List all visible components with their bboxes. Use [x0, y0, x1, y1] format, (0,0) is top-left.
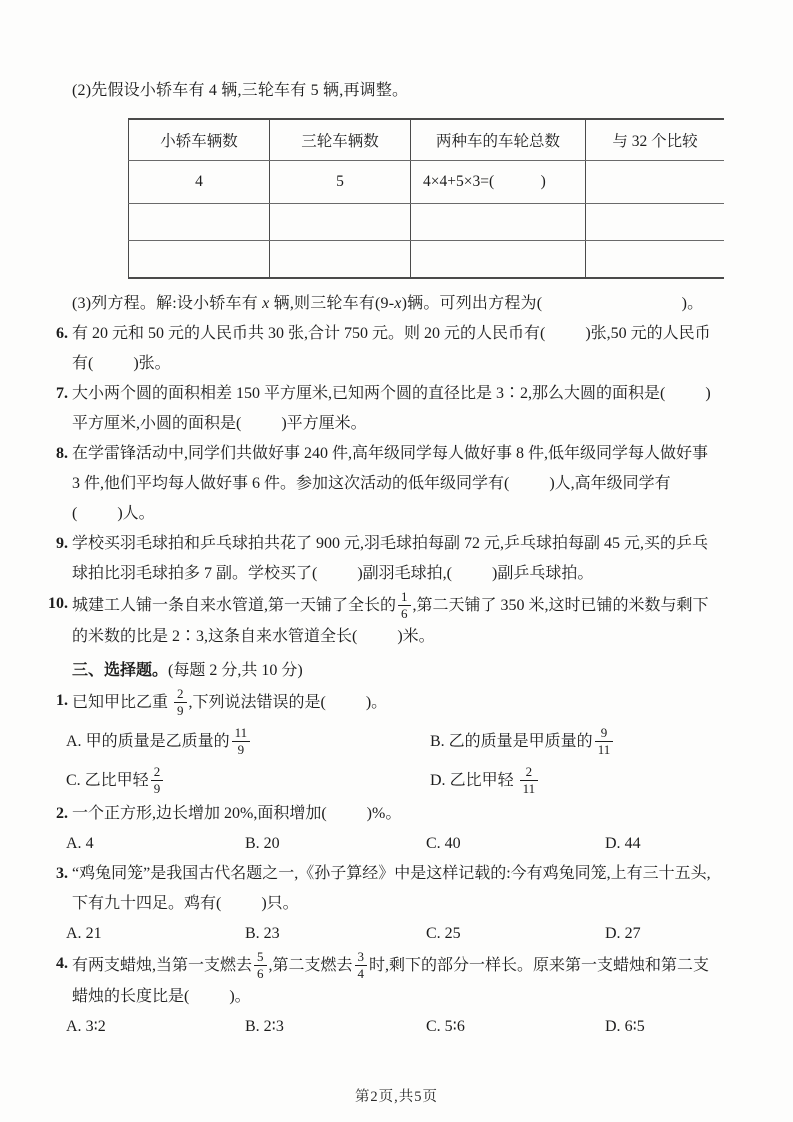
fraction: $\frac{2}{9}$ — [151, 764, 164, 797]
fraction: $\frac{5}{6}$ — [254, 949, 267, 982]
question-line: 2. 一个正方形,边长增加 20%,面积增加( )%。 — [72, 799, 767, 829]
option-label: A. — [66, 835, 82, 852]
question-number: 9. — [56, 535, 68, 552]
choice-option: B. 20 — [245, 835, 280, 852]
question-line: 蜡烛的长度比是( )。 — [72, 988, 251, 1005]
table-header-cell: 小轿车辆数 — [129, 119, 270, 161]
choice-option: D. 乙比甲轻 $\frac{2}{11}$ — [430, 764, 540, 797]
question-line: 6. 有 20 元和 50 元的人民币共 30 张,合计 750 元。则 20 元的人民币有( )张,50 元的人民币 — [72, 319, 767, 349]
question-line: 3 件,他们平均每人做好事 6 件。参加这次活动的低年级同学有( )人,高年级同学有 — [72, 475, 671, 492]
choice-option: B. 2∶3 — [245, 1018, 284, 1035]
choice-option: C. 25 — [426, 925, 461, 942]
sub-question-3: (3)列方程。解:设小轿车有 x 辆,则三轮车有(9-x)辆。可列出方程为( )。 — [72, 295, 704, 312]
option-label: B. — [245, 835, 260, 852]
choice-option: D. 44 — [605, 835, 641, 852]
options-row — [66, 764, 767, 797]
question-line: 的米数的比是 2∶3,这条自来水管道全长( )米。 — [72, 628, 435, 645]
fraction: $\frac{2}{9}$ — [174, 686, 187, 719]
table-row — [129, 204, 725, 241]
choice-question — [56, 686, 767, 797]
table-header-cell: 两种车的车轮总数 — [411, 119, 586, 161]
fill-question — [48, 589, 767, 652]
question-line: 下有九十四足。鸡有( )只。 — [72, 895, 299, 912]
question-number: 10. — [48, 595, 68, 612]
table-header-cell: 三轮车辆数 — [270, 119, 411, 161]
comparison-table-body — [129, 161, 725, 279]
table-cell — [129, 241, 270, 279]
fraction: $\frac{2}{11}$ — [520, 764, 539, 797]
fraction: $\frac{9}{11}$ — [595, 725, 614, 758]
question-line: 平方厘米,小圆的面积是( )平方厘米。 — [72, 415, 367, 432]
table-cell — [411, 241, 586, 279]
question-line: 7. 大小两个圆的面积相差 150 平方厘米,已知两个圆的直径比是 3∶2,那么大圆的面积是( ) — [72, 379, 767, 409]
fill-in-questions — [48, 319, 767, 652]
choice-option: B. 乙的质量是甲质量的 $\frac{9}{11}$ — [430, 725, 615, 758]
question-line: 球拍比羽毛球拍多 7 副。学校买了( )副羽毛球拍,( )副乒乓球拍。 — [72, 565, 594, 582]
question-number: 4. — [56, 955, 68, 972]
fill-question — [56, 439, 767, 529]
option-label: D. — [605, 925, 621, 942]
table-cell — [129, 204, 270, 241]
choice-option: A. 21 — [66, 925, 102, 942]
table-header-cell: 与 32 个比较 — [586, 119, 725, 161]
comparison-table — [128, 118, 724, 279]
choice-question — [56, 859, 767, 949]
table-row — [129, 241, 725, 279]
question-line: 1. 已知甲比乙重 $\frac{2}{9}$ ,下列说法错误的是( )。 — [72, 686, 767, 719]
choice-option: C. 40 — [426, 835, 461, 852]
choice-option: B. 23 — [245, 925, 280, 942]
section-title-rest: (每题 2 分,共 10 分) — [168, 662, 303, 679]
table-row — [129, 161, 725, 204]
options-row — [66, 829, 767, 859]
option-label: A. — [66, 1018, 82, 1035]
choice-option: C. 5∶6 — [426, 1018, 465, 1035]
question-line: 9. 学校买羽毛球拍和乒乓球拍共花了 900 元,羽毛球拍每副 72 元,乒乓球拍每副 45 元,买的乒乓 — [72, 529, 767, 559]
fraction: $\frac{3}{4}$ — [355, 949, 368, 982]
choice-option: A. 4 — [66, 835, 94, 852]
question-number: 2. — [56, 805, 68, 822]
table-cell: 5 — [270, 161, 411, 204]
question-number: 1. — [56, 692, 68, 709]
option-label: C. — [426, 1018, 441, 1035]
fill-question — [56, 379, 767, 439]
fraction: $\frac{11}{9}$ — [232, 725, 251, 758]
question-line: 有( )张。 — [72, 355, 171, 372]
options-row — [66, 725, 767, 758]
fill-question — [56, 319, 767, 379]
option-label: B. — [430, 733, 445, 751]
choice-option: A. 甲的质量是乙质量的 $\frac{11}{9}$ — [66, 725, 430, 758]
options-row — [66, 1012, 767, 1042]
question-line: 4. 有两支蜡烛,当第一支燃去 $\frac{5}{6}$ ,第二支燃去 $\frac{3}{4}$ 时,剩下的部分一样长。原来第一支蜡烛和第二支 — [72, 949, 767, 982]
table-cell — [586, 204, 725, 241]
fill-question — [56, 529, 767, 589]
fraction: $\frac{1}{6}$ — [398, 589, 411, 622]
option-label: C. — [426, 925, 441, 942]
option-label: B. — [245, 925, 260, 942]
question-number: 8. — [56, 445, 68, 462]
option-label: D. — [605, 1018, 621, 1035]
table-cell — [586, 161, 725, 204]
option-label: B. — [245, 1018, 260, 1035]
question-number: 7. — [56, 385, 68, 402]
question-number: 3. — [56, 865, 68, 882]
comparison-table-header — [129, 119, 725, 161]
table-header-row — [129, 119, 725, 161]
table-cell — [411, 204, 586, 241]
choice-questions — [56, 686, 767, 1042]
choice-option: A. 3∶2 — [66, 1018, 106, 1035]
section-title-bold: 三、选择题。 — [72, 662, 169, 679]
choice-option: D. 27 — [605, 925, 641, 942]
question-line: ( )人。 — [72, 505, 155, 522]
question-number: 6. — [56, 325, 68, 342]
table-cell — [270, 204, 411, 241]
question-line: 10. 城建工人铺一条自来水管道,第一天铺了全长的 $\frac{1}{6}$ ,第二天铺了 350 米,这时已铺的米数与剩下 — [72, 589, 767, 622]
page-number: 第2页,共5页 — [354, 1089, 439, 1105]
choice-question — [56, 949, 767, 1042]
option-label: D. — [605, 835, 621, 852]
option-label: C. — [426, 835, 441, 852]
option-label: A. — [66, 733, 82, 751]
table-cell — [270, 241, 411, 279]
table-cell: 4×4+5×3=( ) — [411, 161, 586, 204]
options-row — [66, 919, 767, 949]
question-line: 3. “鸡兔同笼”是我国古代名题之一,《孙子算经》中是这样记载的:今有鸡兔同笼,上有三十五头, — [72, 859, 767, 889]
table-cell — [586, 241, 725, 279]
choice-option: C. 乙比甲轻 $\frac{2}{9}$ — [66, 764, 430, 797]
option-label: A. — [66, 925, 82, 942]
choice-question — [56, 799, 767, 859]
option-label: C. — [66, 772, 81, 790]
option-label: D. — [430, 772, 446, 790]
table-cell: 4 — [129, 161, 270, 204]
section-title — [72, 656, 767, 686]
choice-option: D. 6∶5 — [605, 1018, 645, 1035]
question-line: 8. 在学雷锋活动中,同学们共做好事 240 件,高年级同学每人做好事 8 件,低年级同学每人做好事 — [72, 439, 767, 469]
sub-question-2: (2)先假设小轿车有 4 辆,三轮车有 5 辆,再调整。 — [72, 82, 409, 99]
